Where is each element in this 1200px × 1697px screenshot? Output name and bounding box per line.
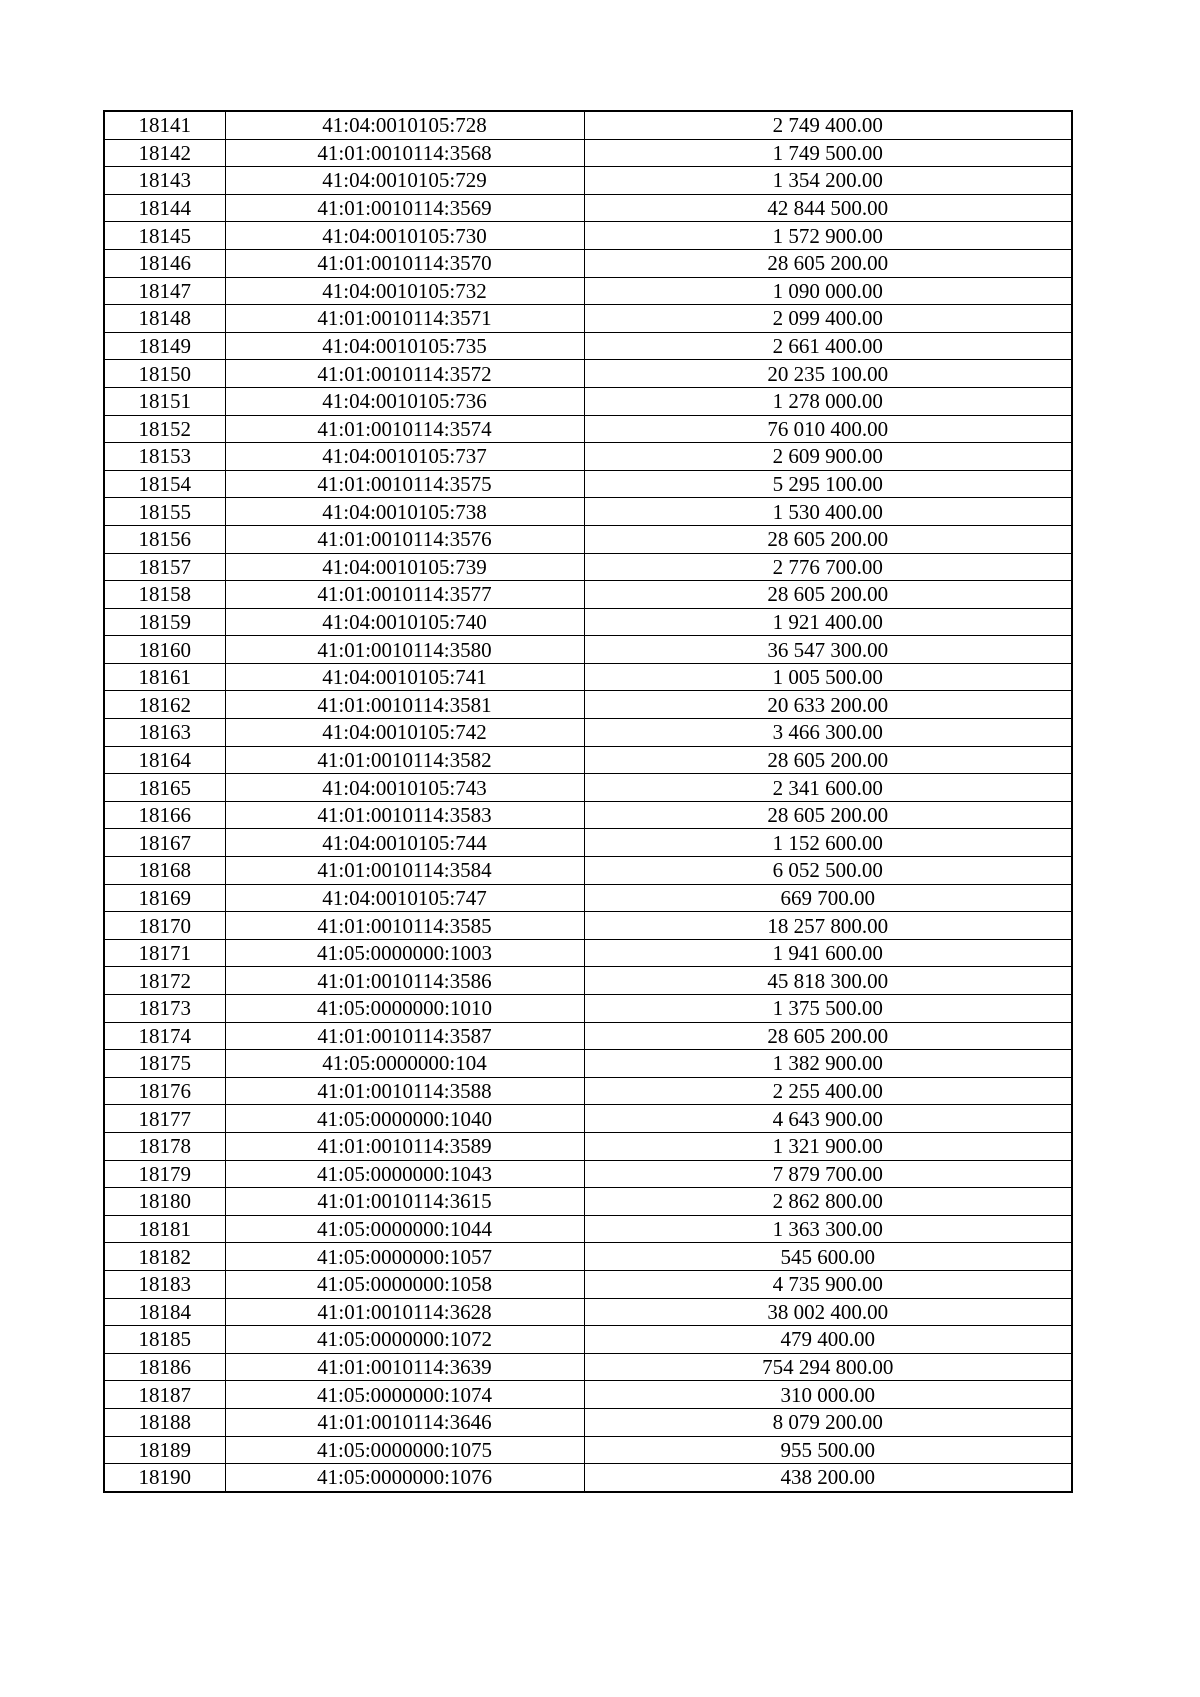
cadastral-value-cell: 2 776 700.00	[584, 553, 1072, 581]
table-row	[104, 774, 1072, 802]
table-row	[104, 1353, 1072, 1381]
cadastral-value-cell: 2 661 400.00	[584, 332, 1072, 360]
row-number-cell: 18152	[104, 415, 225, 443]
cadastral-number-cell: 41:05:0000000:1003	[225, 939, 584, 967]
table-row	[104, 939, 1072, 967]
cadastral-number-cell: 41:01:0010114:3580	[225, 636, 584, 664]
cadastral-value-cell: 38 002 400.00	[584, 1298, 1072, 1326]
cadastral-number-cell: 41:04:0010105:735	[225, 332, 584, 360]
cadastral-value-cell: 28 605 200.00	[584, 249, 1072, 277]
cadastral-number-cell: 41:01:0010114:3615	[225, 1188, 584, 1216]
table-row	[104, 222, 1072, 250]
table-row	[104, 581, 1072, 609]
cadastral-number-cell: 41:01:0010114:3585	[225, 912, 584, 940]
cadastral-number-cell: 41:01:0010114:3570	[225, 249, 584, 277]
row-number-cell: 18189	[104, 1436, 225, 1464]
table-row	[104, 167, 1072, 195]
cadastral-value-cell: 20 633 200.00	[584, 691, 1072, 719]
row-number-cell: 18171	[104, 939, 225, 967]
row-number-cell: 18159	[104, 608, 225, 636]
row-number-cell: 18172	[104, 967, 225, 995]
cadastral-number-cell: 41:05:0000000:1076	[225, 1464, 584, 1492]
row-number-cell: 18190	[104, 1464, 225, 1492]
table-row	[104, 332, 1072, 360]
cadastral-value-cell: 4 643 900.00	[584, 1105, 1072, 1133]
row-number-cell: 18173	[104, 995, 225, 1023]
table-row	[104, 387, 1072, 415]
cadastral-value-cell: 76 010 400.00	[584, 415, 1072, 443]
row-number-cell: 18146	[104, 249, 225, 277]
cadastral-value-cell: 4 735 900.00	[584, 1270, 1072, 1298]
table-row	[104, 553, 1072, 581]
row-number-cell: 18151	[104, 387, 225, 415]
cadastral-value-cell: 45 818 300.00	[584, 967, 1072, 995]
cadastral-number-cell: 41:04:0010105:743	[225, 774, 584, 802]
cadastral-number-cell: 41:01:0010114:3574	[225, 415, 584, 443]
row-number-cell: 18166	[104, 801, 225, 829]
table-row	[104, 1160, 1072, 1188]
cadastral-value-cell: 28 605 200.00	[584, 1022, 1072, 1050]
table-row	[104, 857, 1072, 885]
table-row	[104, 1022, 1072, 1050]
row-number-cell: 18141	[104, 111, 225, 139]
cadastral-value-cell: 3 466 300.00	[584, 719, 1072, 747]
cadastral-value-cell: 2 609 900.00	[584, 443, 1072, 471]
row-number-cell: 18178	[104, 1132, 225, 1160]
table-row	[104, 1105, 1072, 1133]
table-row	[104, 967, 1072, 995]
cadastral-value-cell: 28 605 200.00	[584, 746, 1072, 774]
cadastral-number-cell: 41:01:0010114:3589	[225, 1132, 584, 1160]
cadastral-number-cell: 41:04:0010105:728	[225, 111, 584, 139]
cadastral-number-cell: 41:04:0010105:739	[225, 553, 584, 581]
row-number-cell: 18168	[104, 857, 225, 885]
table-row	[104, 1077, 1072, 1105]
row-number-cell: 18167	[104, 829, 225, 857]
table-row	[104, 663, 1072, 691]
cadastral-value-cell: 310 000.00	[584, 1381, 1072, 1409]
cadastral-number-cell: 41:04:0010105:730	[225, 222, 584, 250]
cadastral-value-cell: 2 862 800.00	[584, 1188, 1072, 1216]
table-row	[104, 1408, 1072, 1436]
cadastral-value-cell: 1 321 900.00	[584, 1132, 1072, 1160]
cadastral-number-cell: 41:01:0010114:3568	[225, 139, 584, 167]
row-number-cell: 18170	[104, 912, 225, 940]
table-row	[104, 249, 1072, 277]
row-number-cell: 18183	[104, 1270, 225, 1298]
row-number-cell: 18182	[104, 1243, 225, 1271]
table-row	[104, 829, 1072, 857]
cadastral-value-cell: 5 295 100.00	[584, 470, 1072, 498]
cadastral-value-cell: 1 354 200.00	[584, 167, 1072, 195]
cadastral-value-cell: 8 079 200.00	[584, 1408, 1072, 1436]
row-number-cell: 18186	[104, 1353, 225, 1381]
row-number-cell: 18165	[104, 774, 225, 802]
cadastral-number-cell: 41:04:0010105:736	[225, 387, 584, 415]
row-number-cell: 18160	[104, 636, 225, 664]
cadastral-number-cell: 41:04:0010105:729	[225, 167, 584, 195]
cadastral-value-cell: 1 363 300.00	[584, 1215, 1072, 1243]
table-row	[104, 360, 1072, 388]
cadastral-value-cell: 6 052 500.00	[584, 857, 1072, 885]
cadastral-number-cell: 41:01:0010114:3582	[225, 746, 584, 774]
row-number-cell: 18145	[104, 222, 225, 250]
cadastral-value-cell: 1 941 600.00	[584, 939, 1072, 967]
row-number-cell: 18142	[104, 139, 225, 167]
cadastral-number-cell: 41:01:0010114:3587	[225, 1022, 584, 1050]
cadastral-value-cell: 479 400.00	[584, 1326, 1072, 1354]
cadastral-number-cell: 41:04:0010105:740	[225, 608, 584, 636]
cadastral-number-cell: 41:01:0010114:3628	[225, 1298, 584, 1326]
row-number-cell: 18158	[104, 581, 225, 609]
table-row	[104, 470, 1072, 498]
cadastral-number-cell: 41:01:0010114:3575	[225, 470, 584, 498]
cadastral-value-cell: 1 921 400.00	[584, 608, 1072, 636]
table-row	[104, 111, 1072, 139]
table-row	[104, 305, 1072, 333]
table-row	[104, 608, 1072, 636]
cadastral-value-cell: 2 255 400.00	[584, 1077, 1072, 1105]
cadastral-number-cell: 41:04:0010105:737	[225, 443, 584, 471]
cadastral-value-cell: 1 090 000.00	[584, 277, 1072, 305]
cadastral-number-cell: 41:05:0000000:1044	[225, 1215, 584, 1243]
cadastral-value-cell: 669 700.00	[584, 884, 1072, 912]
row-number-cell: 18143	[104, 167, 225, 195]
table-row	[104, 415, 1072, 443]
row-number-cell: 18187	[104, 1381, 225, 1409]
cadastral-number-cell: 41:05:0000000:1075	[225, 1436, 584, 1464]
cadastral-value-cell: 1 382 900.00	[584, 1050, 1072, 1078]
cadastral-value-cell: 545 600.00	[584, 1243, 1072, 1271]
row-number-cell: 18174	[104, 1022, 225, 1050]
row-number-cell: 18149	[104, 332, 225, 360]
table-row	[104, 1050, 1072, 1078]
cadastral-number-cell: 41:01:0010114:3646	[225, 1408, 584, 1436]
cadastral-value-cell: 7 879 700.00	[584, 1160, 1072, 1188]
table-row	[104, 746, 1072, 774]
row-number-cell: 18185	[104, 1326, 225, 1354]
row-number-cell: 18150	[104, 360, 225, 388]
cadastral-number-cell: 41:01:0010114:3584	[225, 857, 584, 885]
row-number-cell: 18163	[104, 719, 225, 747]
cadastral-number-cell: 41:01:0010114:3639	[225, 1353, 584, 1381]
table-row	[104, 912, 1072, 940]
cadastral-value-cell: 955 500.00	[584, 1436, 1072, 1464]
table-row	[104, 1270, 1072, 1298]
cadastral-value-cell: 18 257 800.00	[584, 912, 1072, 940]
table-row	[104, 995, 1072, 1023]
cadastral-value-cell: 28 605 200.00	[584, 581, 1072, 609]
row-number-cell: 18175	[104, 1050, 225, 1078]
cadastral-number-cell: 41:01:0010114:3571	[225, 305, 584, 333]
row-number-cell: 18147	[104, 277, 225, 305]
cadastral-number-cell: 41:05:0000000:104	[225, 1050, 584, 1078]
cadastral-number-cell: 41:04:0010105:741	[225, 663, 584, 691]
cadastral-number-cell: 41:05:0000000:1010	[225, 995, 584, 1023]
cadastral-number-cell: 41:01:0010114:3583	[225, 801, 584, 829]
row-number-cell: 18144	[104, 194, 225, 222]
cadastral-value-cell: 1 005 500.00	[584, 663, 1072, 691]
cadastral-number-cell: 41:04:0010105:732	[225, 277, 584, 305]
table-row	[104, 1464, 1072, 1492]
table-row	[104, 1188, 1072, 1216]
cadastral-number-cell: 41:05:0000000:1057	[225, 1243, 584, 1271]
table-row	[104, 525, 1072, 553]
cadastral-value-cell: 28 605 200.00	[584, 801, 1072, 829]
table-row	[104, 636, 1072, 664]
table-row	[104, 719, 1072, 747]
row-number-cell: 18184	[104, 1298, 225, 1326]
cadastral-value-cell: 2 341 600.00	[584, 774, 1072, 802]
table-row	[104, 1243, 1072, 1271]
cadastral-number-cell: 41:01:0010114:3581	[225, 691, 584, 719]
cadastral-number-cell: 41:05:0000000:1040	[225, 1105, 584, 1133]
row-number-cell: 18157	[104, 553, 225, 581]
cadastral-number-cell: 41:01:0010114:3588	[225, 1077, 584, 1105]
cadastral-value-cell: 28 605 200.00	[584, 525, 1072, 553]
row-number-cell: 18153	[104, 443, 225, 471]
table-row	[104, 801, 1072, 829]
cadastral-number-cell: 41:04:0010105:742	[225, 719, 584, 747]
row-number-cell: 18154	[104, 470, 225, 498]
cadastral-number-cell: 41:04:0010105:747	[225, 884, 584, 912]
cadastral-value-cell: 1 572 900.00	[584, 222, 1072, 250]
table-row	[104, 498, 1072, 526]
cadastral-value-cell: 1 530 400.00	[584, 498, 1072, 526]
row-number-cell: 18179	[104, 1160, 225, 1188]
row-number-cell: 18155	[104, 498, 225, 526]
row-number-cell: 18180	[104, 1188, 225, 1216]
row-number-cell: 18148	[104, 305, 225, 333]
table-row	[104, 1132, 1072, 1160]
row-number-cell: 18176	[104, 1077, 225, 1105]
row-number-cell: 18177	[104, 1105, 225, 1133]
table-row	[104, 691, 1072, 719]
cadastral-number-cell: 41:05:0000000:1072	[225, 1326, 584, 1354]
row-number-cell: 18162	[104, 691, 225, 719]
cadastral-value-cell: 1 152 600.00	[584, 829, 1072, 857]
row-number-cell: 18188	[104, 1408, 225, 1436]
cadastral-number-cell: 41:01:0010114:3572	[225, 360, 584, 388]
table-row	[104, 443, 1072, 471]
cadastral-value-cell: 754 294 800.00	[584, 1353, 1072, 1381]
table-row	[104, 1436, 1072, 1464]
table-row	[104, 1298, 1072, 1326]
cadastral-value-cell: 1 375 500.00	[584, 995, 1072, 1023]
cadastral-value-cell: 2 099 400.00	[584, 305, 1072, 333]
cadastral-number-cell: 41:01:0010114:3576	[225, 525, 584, 553]
cadastral-value-cell: 42 844 500.00	[584, 194, 1072, 222]
cadastral-value-cell: 438 200.00	[584, 1464, 1072, 1492]
row-number-cell: 18169	[104, 884, 225, 912]
row-number-cell: 18164	[104, 746, 225, 774]
table-row	[104, 194, 1072, 222]
cadastral-number-cell: 41:04:0010105:738	[225, 498, 584, 526]
cadastral-number-cell: 41:01:0010114:3577	[225, 581, 584, 609]
cadastral-number-cell: 41:04:0010105:744	[225, 829, 584, 857]
table-row	[104, 139, 1072, 167]
row-number-cell: 18181	[104, 1215, 225, 1243]
table-row	[104, 1381, 1072, 1409]
cadastral-value-cell: 36 547 300.00	[584, 636, 1072, 664]
cadastral-number-cell: 41:01:0010114:3569	[225, 194, 584, 222]
cadastral-value-cell: 1 749 500.00	[584, 139, 1072, 167]
table-row	[104, 1326, 1072, 1354]
table-row	[104, 1215, 1072, 1243]
cadastral-number-cell: 41:01:0010114:3586	[225, 967, 584, 995]
cadastral-number-cell: 41:05:0000000:1058	[225, 1270, 584, 1298]
table-row	[104, 277, 1072, 305]
table-body	[104, 111, 1072, 1492]
cadastral-value-cell: 2 749 400.00	[584, 111, 1072, 139]
row-number-cell: 18156	[104, 525, 225, 553]
table-row	[104, 884, 1072, 912]
cadastral-number-cell: 41:05:0000000:1074	[225, 1381, 584, 1409]
cadastral-number-cell: 41:05:0000000:1043	[225, 1160, 584, 1188]
row-number-cell: 18161	[104, 663, 225, 691]
cadastral-value-cell: 20 235 100.00	[584, 360, 1072, 388]
cadastral-value-table	[103, 110, 1073, 1493]
cadastral-value-cell: 1 278 000.00	[584, 387, 1072, 415]
